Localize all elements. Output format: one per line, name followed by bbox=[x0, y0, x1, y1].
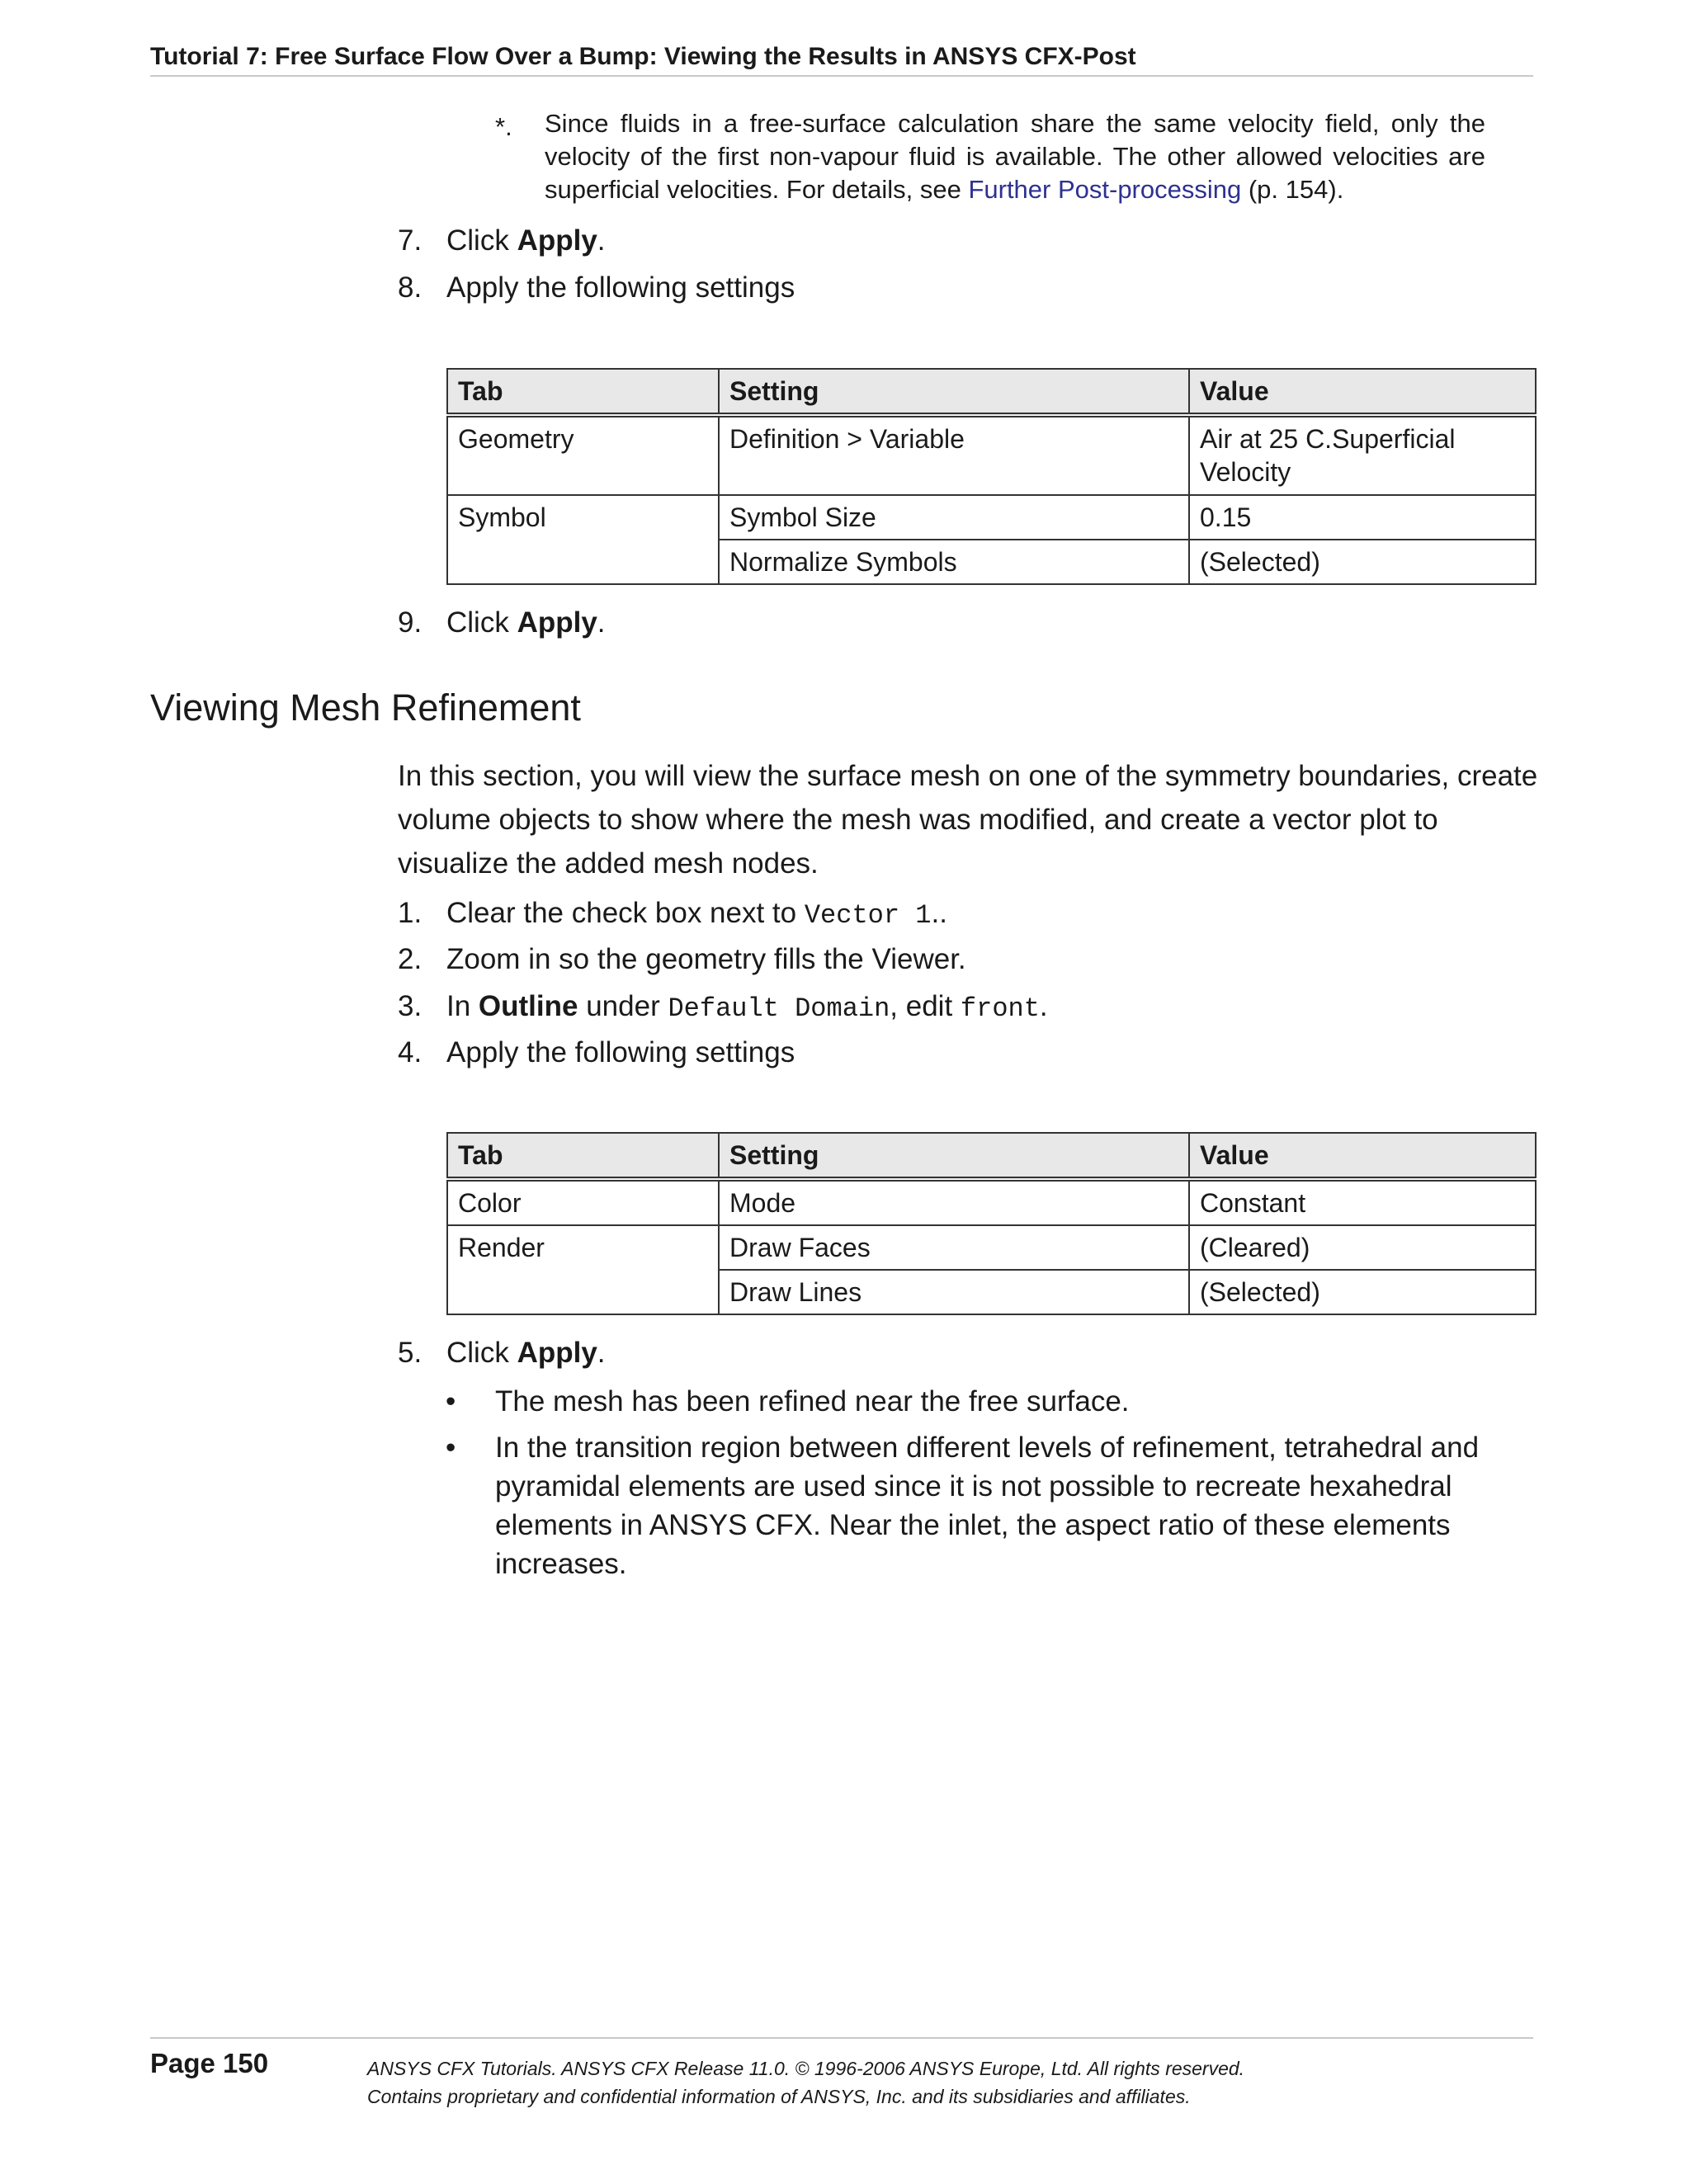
table-header-row bbox=[447, 1133, 1536, 1179]
code-default-domain: Default Domain bbox=[668, 993, 890, 1024]
table-cell: (Cleared) bbox=[1189, 1225, 1536, 1270]
table-cell: Normalize Symbols bbox=[719, 540, 1189, 584]
apply-label: Apply bbox=[517, 224, 597, 257]
table-cell: Render bbox=[447, 1225, 719, 1314]
apply-label: Apply bbox=[517, 1337, 597, 1369]
step-number: 1. bbox=[398, 897, 422, 929]
table-cell: Draw Faces bbox=[719, 1225, 1189, 1270]
further-post-processing-link[interactable]: Further Post-processing bbox=[968, 175, 1242, 204]
section-title: Viewing Mesh Refinement bbox=[150, 686, 581, 729]
column-header: Setting bbox=[719, 1133, 1189, 1179]
table-cell: (Selected) bbox=[1189, 540, 1536, 584]
table-cell: Mode bbox=[719, 1179, 1189, 1225]
table-cell: 0.15 bbox=[1189, 495, 1536, 540]
column-header: Tab bbox=[447, 369, 719, 415]
code-vector-1: Vector 1 bbox=[804, 900, 932, 931]
column-header: Setting bbox=[719, 369, 1189, 415]
table-row bbox=[447, 1179, 1536, 1225]
table-cell: Symbol Size bbox=[719, 495, 1189, 540]
apply-label: Apply bbox=[517, 606, 597, 639]
symbol-settings-table bbox=[446, 368, 1537, 585]
step-number: 4. bbox=[398, 1036, 422, 1068]
running-head: Tutorial 7: Free Surface Flow Over a Bump: Viewing the Results in ANSYS CFX-Post bbox=[150, 43, 1136, 70]
step-number: 9. bbox=[398, 606, 422, 639]
table-row bbox=[447, 1225, 1536, 1270]
column-header: Value bbox=[1189, 1133, 1536, 1179]
footer-line-2: Contains proprietary and confidential information of ANSYS, Inc. and its subsidiaries and affiliates. bbox=[367, 2086, 1191, 2107]
footer-line-1: ANSYS CFX Tutorials. ANSYS CFX Release 11.0. © 1996-2006 ANSYS Europe, Ltd. All rights reserved. bbox=[367, 2058, 1245, 2079]
note-text: Since fluids in a free-surface calculation share the same velocity field, only the velocity of the first non-vapour fluid is available. The other allowed velocities are superficial velocities. For details, see Further Post-processing (p. 154). bbox=[545, 109, 1485, 204]
step-number: 3. bbox=[398, 990, 422, 1022]
column-header: Value bbox=[1189, 369, 1536, 415]
table-cell: Definition > Variable bbox=[719, 415, 1189, 495]
render-settings-table bbox=[446, 1132, 1537, 1315]
table-cell: Symbol bbox=[447, 495, 719, 584]
step-number: 5. bbox=[398, 1337, 422, 1369]
outline-label: Outline bbox=[478, 990, 578, 1022]
table-cell: Geometry bbox=[447, 415, 719, 495]
table-row bbox=[447, 415, 1536, 495]
footer-copyright bbox=[367, 2054, 1244, 2111]
code-front: front bbox=[960, 993, 1040, 1024]
header-rule bbox=[150, 75, 1533, 77]
table-cell: (Selected) bbox=[1189, 1270, 1536, 1314]
step-number: 7. bbox=[398, 224, 422, 257]
bullet-dot: • bbox=[446, 1385, 456, 1417]
footer-rule bbox=[150, 2037, 1533, 2039]
note-marker: *. bbox=[495, 112, 512, 141]
table-cell: Draw Lines bbox=[719, 1270, 1189, 1314]
bullet-dot: • bbox=[446, 1432, 456, 1464]
page-number: Page 150 bbox=[150, 2048, 269, 2078]
table-cell: Color bbox=[447, 1179, 719, 1225]
column-header: Tab bbox=[447, 1133, 719, 1179]
table-row bbox=[447, 495, 1536, 540]
table-header-row bbox=[447, 369, 1536, 415]
intro-paragraph: In this section, you will view the surface mesh on one of the symmetry boundaries, create volume objects to show where the mesh was modified, and create a vector plot to visualize the added mesh nodes. bbox=[398, 760, 1538, 880]
table-cell: Constant bbox=[1189, 1179, 1536, 1225]
step-number: 8. bbox=[398, 271, 422, 304]
table-cell: Air at 25 C.Superficial Velocity bbox=[1189, 415, 1536, 495]
step-number: 2. bbox=[398, 943, 422, 975]
